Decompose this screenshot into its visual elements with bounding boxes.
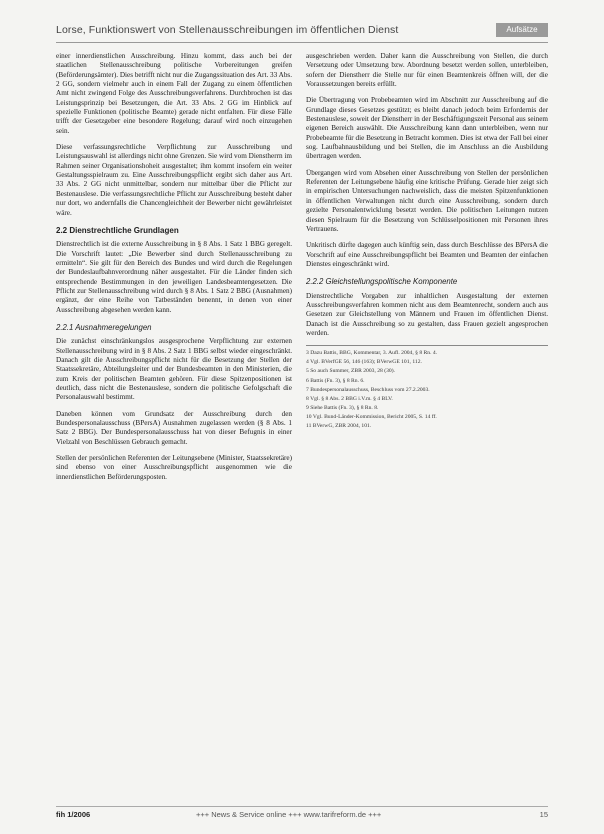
right-column bbox=[306, 52, 548, 432]
footnotes bbox=[306, 345, 548, 430]
paragraph: Daneben können vom Grundsatz der Ausschreibung durch den Bundespersonalausschuss (BPersA) Ausnahmen zugelassen werden (§ 8 Abs. 1 Satz 2 BBG). Der Bundespersonalausschuss hat von dieser Befugnis in einer Vielzahl von Beschlüssen Gebrauch gemacht. bbox=[56, 409, 292, 446]
footnote: 4 Vgl. BVerfGE 56, 146 (163); BVerwGE 101, 112. bbox=[306, 359, 422, 366]
subsection-heading: 2.2.1 Ausnahmeregelungen bbox=[56, 322, 152, 332]
left-column bbox=[56, 52, 292, 489]
paragraph: Dienstrechtlich ist die externe Ausschreibung in § 8 Abs. 1 Satz 1 BBG geregelt. Die Vorschrift lautet: „Die Bewerber sind durch Stellenausschreibung zu ermitteln“. Sie gilt für den Bereich des Bundes und wird durch die Regelungen der Bundeslaufbahnverordnung näher ausgestaltet. Für die Länder finden sich entsprechende Bestimmungen in den jeweiligen Landesbeamtengesetzen. Die Pflicht zur Stellenausschreibung wird durch § 8 Abs. 1 Satz 2 BBG (Ausnahmen) ergänzt, der eine Reihe von Tatbeständen benennt, in denen von einer Ausschreibung abgesehen werden kann. bbox=[56, 240, 292, 314]
footnote: 6 Battis (Fn. 3), § 8 Rn. 6. bbox=[306, 377, 365, 384]
footnote: 3 Dazu Battis, BBG, Kommentar, 3. Aufl. 2004, § 8 Rn. 4. bbox=[306, 350, 438, 357]
running-header bbox=[56, 22, 548, 43]
section-heading: 2.2 Dienstrechtliche Grundlagen bbox=[56, 225, 179, 235]
paragraph: Stellen der persönlichen Referenten der Leitungsebene (Minister, Staatssekretäre) sind ebenso von einer Ausschreibungspflicht ausgenommen wie die innerdienstlichen Beförderungsposten. bbox=[56, 454, 292, 481]
footnote: 9 Siehe Battis (Fn. 3), § 8 Rn. 8. bbox=[306, 404, 379, 411]
subsection-heading: 2.2.2 Gleichstellungspolitische Komponente bbox=[306, 277, 458, 287]
footnote: 10 Vgl. Bund-Länder-Kommission, Bericht 2005, S. 14 ff. bbox=[306, 413, 437, 420]
paragraph: Die Übertragung von Probebeamten wird im Abschnitt zur Ausschreibung auf die Grundlage dieses Gesetzes gestützt; es bleibt danach jedoch beim Erfordernis der Bestenauslese, soweit der Dienstherr in der Beschäftigungszeit Personal aus seinem eigenen Bereich auswählt. Die Ausschreibung kann dann unterbleiben, wenn nur Probebeamte für die Besetzung in Betracht kommen. Dies ist etwa der Fall bei einer sog. Laufbahnausbildung und bei Stellen, die im Anschluss an die Ausbildung übertragen werden. bbox=[306, 96, 548, 161]
page-footer bbox=[56, 806, 548, 821]
page-number: 15 bbox=[539, 810, 548, 819]
footer-website-link[interactable]: +++ News & Service online +++ www.tarifreform.de +++ bbox=[196, 810, 382, 819]
paragraph: ausgeschrieben werden. Daher kann die Ausschreibung von Stellen, die durch Versetzung oder Umsetzung bzw. Abordnung besetzt werden sollen, unterbleiben, sofern der Dienstherr die Stelle nur für einen Beamtenkreis öffnen will, der die Voraussetzungen bereits erfüllt. bbox=[306, 52, 548, 89]
footnote: 11 BVerwG, ZBR 2004, 101. bbox=[306, 423, 372, 430]
paragraph: Die zunächst einschränkungslos ausgesprochene Verpflichtung zur externen Stellenausschreibung wird in § 8 Abs. 2 Satz 1 BBG selbst wieder eingeschränkt. Danach gilt die Ausschreibungspflicht nicht für die Besetzung der Stellen der Staatssekretäre, Abteilungsleiter und der Bundesbeamten in den Ministerien, die zum Kreis der politischen Beamten gehören. Für diese Spitzenpositionen ist deutlich, dass nicht die Bestenauslese, sondern die politische Gefolgschaft die Personalauswahl bestimmt. bbox=[56, 337, 292, 402]
paragraph: Dienstrechtliche Vorgaben zur inhaltlichen Ausgestaltung der externen Ausschreibungsverfahren kommen nicht aus dem Beamtenrecht, sondern auch aus Gesetzen zur Gleichstellung von Männern und Frauen im öffentlichen Dienst. Danach ist die Ausschreibung so zu gestalten, dass Frauen gezielt angesprochen werden. bbox=[306, 291, 548, 337]
running-header-title: Lorse, Funktionswert von Stellenausschreibungen im öffentlichen Dienst bbox=[56, 24, 399, 36]
paragraph: einer innerdienstlichen Ausschreibung. Hinzu kommt, dass auch bei der staatlichen Stellenausschreibung politische Vorbereitungen greifen (Beförderungsämter). Dies betrifft nicht nur die Zugangssituation des Art. 33 Abs. 2 GG, sondern vielmehr auch in einem Fall der Zugang zu einem öffentlichen Amt nicht zwingend Folge des Ausschreibungsverfahrens. Durchbrochen ist das Leistungsprinzip bei Besetzungen, die Art. 33 Abs. 2 GG im Hinblick auf spezielle Funktionen (politische Beamte) gerade nicht entfalten. Für diese Fälle trifft der Gesetzgeber eine besondere Regelung; darauf wird noch einzugehen sein. bbox=[56, 52, 293, 135]
paragraph: Übergangen wird vom Absehen einer Ausschreibung von Stellen der persönlichen Referenten der Leitungsebene häufig eine kritische Prüfung. Gerade hier zeigt sich in empirischen Untersuchungen nachweislich, dass die meisten Spitzenfunktionen in öffentlichen Verwaltungen nicht durch eine Ausschreibung, sondern durch gezielte Personalentwicklung besetzt werden. Die politischen Leitungen nutzen diesen Spielraum für die Besetzung von Schlüsselpositionen mit Personen ihres Vertrauens. bbox=[306, 168, 548, 233]
paragraph: Diese verfassungsrechtliche Verpflichtung zur Ausschreibung und Leistungsauswahl ist allerdings nicht ohne Grenzen. Sie wird vom Dienstherrn im Rahmen seiner Organisationshoheit ausgestaltet; ihm kommt insofern ein weiter Gestaltungsspielraum zu. Eine Ausschreibungspflicht ergibt sich daher aus Art. 33 Abs. 2 GG nicht unmittelbar, sondern nur mittelbar über die Pflicht zur Bestenauslese. Die verfassungsrechtliche Pflicht zur Ausschreibung besteht daher nur dort, wo andernfalls die Chancengleichheit der Bewerber nicht gewährleistet wäre. bbox=[56, 143, 292, 217]
footnote: 5 So auch Summer, ZBR 2003, 28 (30). bbox=[306, 368, 395, 375]
journal-issue: fih 1/2006 bbox=[56, 810, 91, 819]
paragraph: Unkritisch dürfte dagegen auch künftig sein, dass durch Beschlüsse des BPersA die Vorschrift auf eine Ausschreibungspflicht bei Beamten und Beamten der einfachen Dienstes eingeschränkt wird. bbox=[306, 241, 548, 268]
section-badge: Aufsätze bbox=[496, 23, 548, 37]
footnote: 7 Bundespersonalausschuss, Beschluss vom 27.2.2003. bbox=[306, 386, 430, 393]
footnote: 8 Vgl. § 8 Abs. 2 BBG i.V.m. § 4 BLV. bbox=[306, 395, 393, 402]
